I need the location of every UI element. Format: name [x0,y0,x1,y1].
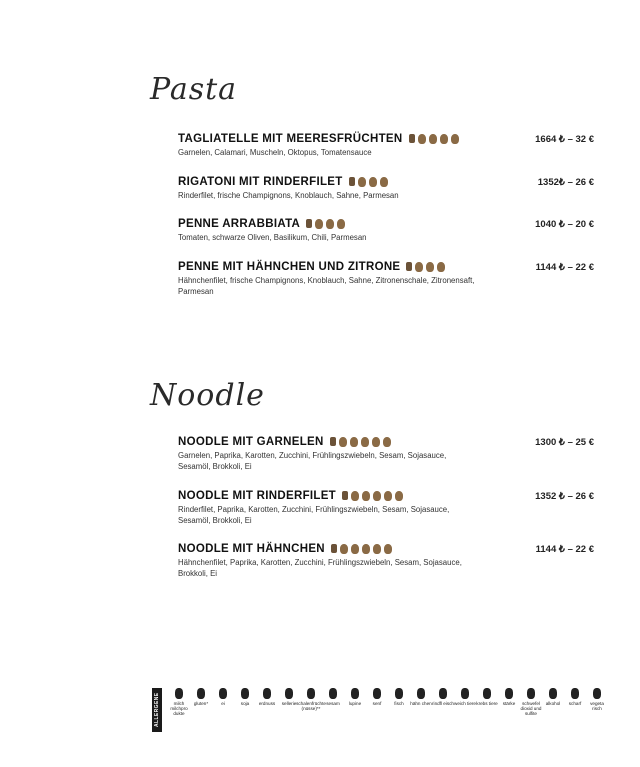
item-description: Tomaten, schwarze Oliven, Basilikum, Chili, Parmesan [178,233,367,242]
legend-label: gluten* [193,701,209,706]
legend-item [296,688,326,717]
fish-icon [395,688,403,699]
sesame-icon [329,688,337,699]
legend-label: soja [240,701,250,706]
spicy-icon [571,688,579,699]
item-price: 1664 ₺ – 32 € [535,133,594,145]
egg-icon [369,177,377,187]
legend-item [256,688,278,717]
legend-label: rindfl eisch [432,701,454,706]
legend-label: senf [372,701,382,706]
item-name: NOODLE MIT RINDERFILET [178,490,337,502]
gluten-icon [197,688,205,699]
milk-icon [342,491,348,500]
peanut-icon [263,688,271,699]
item-name: NOODLE MIT GARNELEN [178,436,324,448]
menu-item [178,131,594,158]
legend-label: schalenfrüchte (nüsse)** [296,701,326,712]
soy-icon [361,437,369,447]
legend-item [520,688,542,717]
legend-label: vegeta risch [590,701,604,712]
gluten-icon [339,437,347,447]
egg-icon [350,437,358,447]
legend-label: weich tiere [454,701,476,706]
soy-icon [373,491,381,501]
milk-icon [409,134,415,143]
sulphite-icon [527,688,535,699]
gluten-icon [315,219,323,229]
legend-item [322,688,344,717]
section-title-noodle: Noodle [150,378,265,413]
legend-label: ei [221,701,225,706]
celery-icon [285,688,293,699]
egg-icon [326,219,334,229]
vegetarian-icon [593,688,601,699]
legend-item [344,688,366,717]
legend-item [410,688,432,717]
gluten-icon [340,544,348,554]
starch-icon [505,688,513,699]
legend-item [432,688,454,717]
crustacean-icon [483,688,491,699]
legend-item [586,688,608,717]
item-description: Hähnchenfilet, Paprika, Karotten, Zucchini, Frühlingszwiebeln, Sesam, Sojasauce, Brokkoli, Ei [178,558,462,578]
beef-icon [395,491,403,501]
legend-item [476,688,498,717]
milk-icon [349,177,355,186]
legend-label: scharf [568,701,582,706]
legend-label: stärke [502,701,516,706]
item-description: Rinderfilet, frische Champignons, Knoblauch, Sahne, Parmesan [178,191,399,200]
sesame-icon [373,544,381,554]
legend-label: alkohol [545,701,561,706]
sesame-icon [384,491,392,501]
item-name: TAGLIATELLE MIT MEERESFRÜCHTEN [178,133,403,145]
gluten-icon [415,262,423,272]
mollusc-icon [461,688,469,699]
menu-item [178,174,594,201]
allergen-badge: ALLERGENE [152,688,162,732]
nut-icon [307,688,315,699]
milk-icon [406,262,412,271]
legend-label: schwefel dioxid und sulfite [520,701,542,717]
item-price: 1144 ₺ – 22 € [535,543,594,555]
legend-label: sellerie [281,701,297,706]
legend-item [190,688,212,717]
allergen-legend [152,688,608,732]
menu-item [178,434,594,472]
legend-label: sesam [326,701,340,706]
legend-item [542,688,564,717]
milk-icon [331,544,337,553]
legend-item [388,688,410,717]
sesame-icon [372,437,380,447]
legend-item [234,688,256,717]
egg-icon [362,491,370,501]
item-price: 1352₺ – 26 € [537,176,594,188]
legend-label: fisch [394,701,404,706]
legend-item [168,688,190,717]
lupin-icon [351,688,359,699]
item-price: 1300 ₺ – 25 € [535,436,594,448]
soy-icon [362,544,370,554]
egg-icon [429,134,437,144]
spicy-icon [337,219,345,229]
item-description: Garnelen, Paprika, Karotten, Zucchini, Frühlingszwiebeln, Sesam, Sojasauce, Sesamöl, Brokkoli, Ei [178,451,447,471]
legend-label: lupine [348,701,362,706]
milk-icon [306,219,312,228]
legend-item [366,688,388,717]
milk-icon [175,688,183,699]
item-description: Rinderfilet, Paprika, Karotten, Zucchini, Frühlingszwiebeln, Sesam, Sojasauce, Sesamöl, Brokkoli, Ei [178,505,450,525]
item-name: PENNE ARRABBIATA [178,218,301,230]
egg-icon [426,262,434,272]
chicken-icon [384,544,392,554]
menu-item [178,259,594,297]
alcohol-icon [549,688,557,699]
crustacean-icon [451,134,459,144]
legend-item [212,688,234,717]
item-name: PENNE MIT HÄHNCHEN UND ZITRONE [178,261,401,273]
legend-item [454,688,476,717]
menu-item [178,541,594,579]
mollusc-icon [440,134,448,144]
item-price: 1144 ₺ – 22 € [535,261,594,273]
gluten-icon [358,177,366,187]
item-price: 1352 ₺ – 26 € [535,490,594,502]
mustard-icon [373,688,381,699]
chicken-icon [417,688,425,699]
beef-icon [439,688,447,699]
legend-label: hähn chen [410,701,432,706]
chicken-icon [437,262,445,272]
legend-label: krebs tiere [476,701,498,706]
crustacean-icon [383,437,391,447]
egg-icon [219,688,227,699]
gluten-icon [351,491,359,501]
soy-icon [241,688,249,699]
gluten-icon [418,134,426,144]
menu-item [178,488,594,526]
milk-icon [330,437,336,446]
beef-icon [380,177,388,187]
legend-item [498,688,520,717]
menu-item [178,216,594,243]
item-name: RIGATONI MIT RINDERFILET [178,176,343,188]
item-name: NOODLE MIT HÄHNCHEN [178,543,325,555]
section-title-pasta: Pasta [150,72,238,107]
item-description: Garnelen, Calamari, Muscheln, Oktopus, Tomatensauce [178,148,372,157]
legend-item [564,688,586,717]
egg-icon [351,544,359,554]
legend-label: erdnuss [258,701,276,706]
item-price: 1040 ₺ – 20 € [535,218,594,230]
item-description: Hähnchenfilet, frische Champignons, Knoblauch, Sahne, Zitronenschale, Zitronensaft, Parmesan [178,276,475,296]
legend-label: milch milchpro dukte [170,701,188,717]
